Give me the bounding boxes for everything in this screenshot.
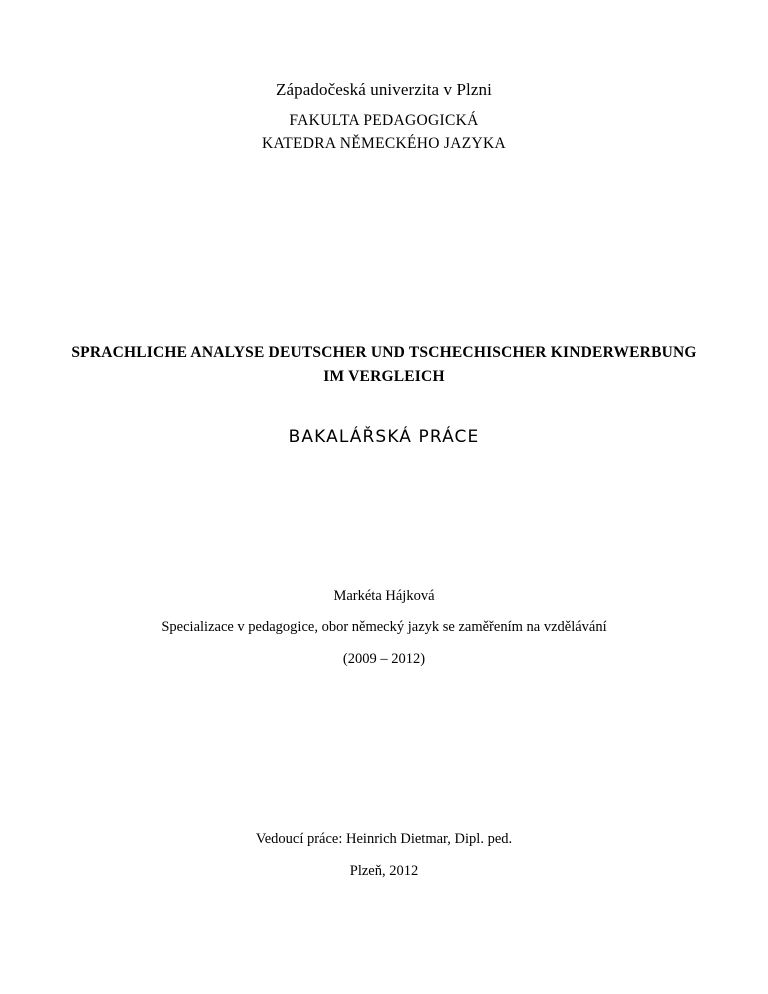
- author-name: Markéta Hájková: [333, 588, 435, 604]
- thesis-title: SPRACHLICHE ANALYSE DEUTSCHER UND TSCHECHISCHER KINDERWERBUNG IM VERGLEICH: [71, 344, 697, 386]
- thesis-supervisor: Vedoucí práce: Heinrich Dietmar, Dipl. ped.: [255, 831, 513, 847]
- department-name: KATEDRA NĚMECKÉHO JAZYKA: [262, 135, 506, 152]
- study-years: (2009 – 2012): [342, 651, 426, 667]
- thesis-type: BAKALÁŘSKÁ PRÁCE: [288, 427, 480, 447]
- study-program: Specializace v pedagogice, obor německý jazyk se zaměřením na vzdělávání: [161, 619, 607, 635]
- university-name: Západočeská univerzita v Plzni: [276, 80, 492, 99]
- place-and-year: Plzeň, 2012: [349, 863, 419, 879]
- faculty-name: FAKULTA PEDAGOGICKÁ: [289, 112, 479, 129]
